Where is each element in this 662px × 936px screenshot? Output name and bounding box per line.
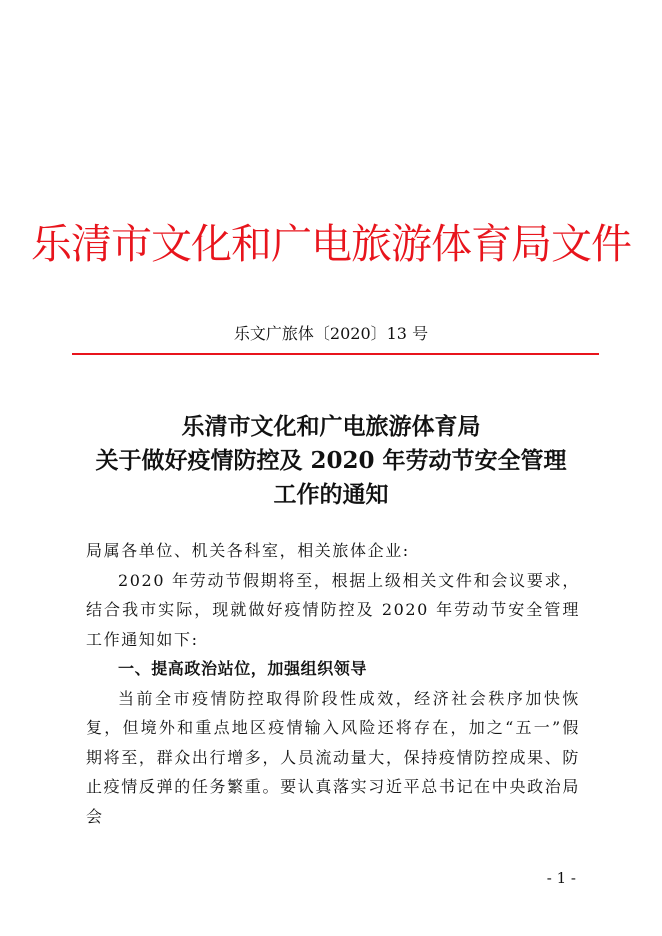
page-number: - 1 -: [546, 869, 576, 887]
section-1-heading: 一、提高政治站位，加强组织领导: [118, 659, 368, 678]
title-line-3: 工作的通知: [273, 481, 389, 508]
section-1-paragraph: 当前全市疫情防控取得阶段性成效，经济社会秩序加快恢复，但境外和重点地区疫情输入风险还将存在，加之“五一”假期将至，群众出行增多，人员流动量大，保持疫情防控成果、防止疫情反弹的任务繁重。要认真落实习近平总书记在中央政治局会: [86, 688, 580, 826]
document-body: [86, 536, 580, 831]
document-number: 乐文广旅体〔2020〕13 号: [233, 324, 429, 343]
issuing-organization-header: 乐清市文化和广电旅游体育局文件: [31, 220, 631, 268]
red-header-rule: [72, 353, 599, 355]
intro-paragraph: 2020 年劳动节假期将至，根据上级相关文件和会议要求，结合我市实际，现就做好疫情防控及 2020 年劳动节安全管理工作通知如下:: [86, 570, 580, 649]
title-line-1: 乐清市文化和广电旅游体育局: [181, 413, 481, 440]
title-line-2: 关于做好疫情防控及 2020 年劳动节安全管理: [95, 447, 567, 474]
document-title: [60, 410, 602, 512]
salutation: 局属各单位、机关各科室，相关旅体企业:: [86, 541, 410, 560]
